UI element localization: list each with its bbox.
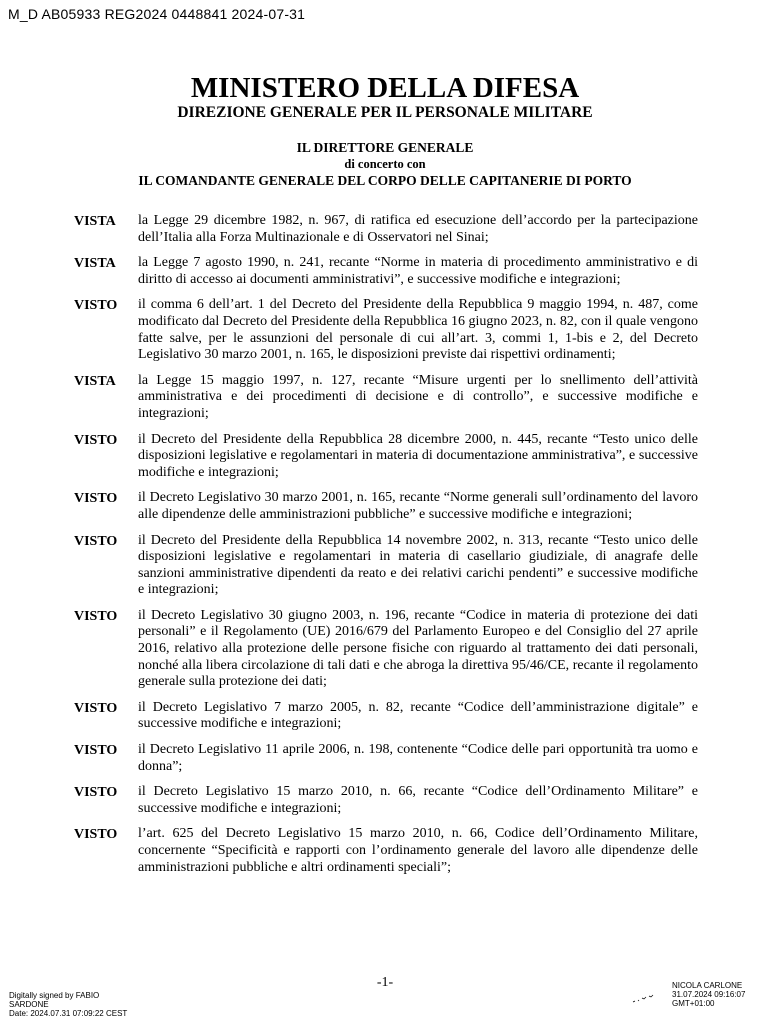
- page-number: -1-: [376, 975, 394, 990]
- director-title: IL DIRETTORE GENERALE: [296, 140, 474, 155]
- clause-item: [74, 700, 698, 733]
- clause-item: [74, 608, 698, 691]
- clause-text: l’art. 625 del Decreto Legislativo 15 marzo 2010, n. 66, Codice dell’Ordinamento Militare, concernente “Specificità e rapporti con l’ordinamento generale del lavoro alle dipendenze delle amministrazioni pubbliche e altri ordinamenti speciali”;: [138, 826, 698, 875]
- clause-item: [74, 432, 698, 482]
- signature-scribble-icon: [632, 994, 654, 1004]
- clause-text: la Legge 29 dicembre 1982, n. 967, di ratifica ed esecuzione dell’accordo per la partecipazione dell’Italia alla Forza Multinazionale e di Osservatori nel Sinai;: [138, 213, 698, 245]
- clause-item: [74, 490, 698, 523]
- clause-text: il Decreto del Presidente della Repubblica 28 dicembre 2000, n. 445, recante “Testo unico delle disposizioni legislative e regolamentari in materia di documentazione amministrativa”, e successive modifiche e integrazioni;: [138, 431, 698, 480]
- concert-line: di concerto con: [344, 157, 426, 171]
- ministry-title: MINISTERO DELLA DIFESA: [190, 72, 580, 104]
- digital-signature-left: [9, 991, 127, 1018]
- signature-line: NICOLA CARLONE: [672, 981, 743, 990]
- signature-line: SARDONE: [9, 1000, 49, 1009]
- clause-item: [74, 742, 698, 775]
- clause-label: VISTO: [74, 827, 118, 843]
- clauses-list: [74, 213, 698, 885]
- clause-item: [74, 784, 698, 817]
- clause-text: la Legge 15 maggio 1997, n. 127, recante “Misure urgenti per lo snellimento dell’attività amministrativa e dei procedimenti di decisione e di controllo”, e successive modifiche e integrazioni;: [138, 372, 698, 421]
- clause-label: VISTO: [74, 533, 118, 549]
- clause-text: il Decreto Legislativo 11 aprile 2006, n. 198, contenente “Codice delle pari opportunità tra uomo e donna”;: [138, 742, 698, 774]
- clause-label: VISTO: [74, 743, 118, 759]
- clause-item: [74, 213, 698, 246]
- clause-label: VISTO: [74, 785, 118, 801]
- clause-item: [74, 826, 698, 876]
- signature-line: 31.07.2024 09:16:07: [672, 990, 746, 999]
- clause-label: VISTA: [74, 373, 116, 389]
- clause-text: il comma 6 dell’art. 1 del Decreto del Presidente della Repubblica 9 maggio 1994, n. 487, come modificato dal Decreto del Presidente della Repubblica 16 giugno 2023, n. 82, con il quale vengono fatte salve, per le assunzioni del personale di cui all’art. 3, commi 1, 1-bis e 2, del Decreto Legislativo 30 marzo 2001, n. 165, le disposizioni previste dai rispettivi ordinamenti;: [138, 297, 698, 363]
- clause-text: il Decreto Legislativo 7 marzo 2005, n. 82, recante “Codice dell’amministrazione digitale” e successive modifiche e integrazioni;: [138, 699, 698, 732]
- clause-text: il Decreto Legislativo 30 marzo 2001, n. 165, recante “Norme generali sull’ordinamento del lavoro alle dipendenze delle amministrazioni pubbliche” e successive modifiche e integrazioni;: [138, 490, 698, 522]
- directorate-title: DIREZIONE GENERALE PER IL PERSONALE MILITARE: [177, 104, 593, 121]
- digital-signature-right: [672, 981, 745, 1008]
- clause-text: il Decreto Legislativo 30 giugno 2003, n. 196, recante “Codice in materia di protezione dei dati personali” e il Regolamento (UE) 2016/679 del Parlamento Europeo e del Consiglio del 27 aprile 2016, relativo alla protezione delle persone fisiche con riguardo al trattamento dei dati personali, nonché alla libera circolazione di tali dati e che abroga la direttiva 95/46/CE, recante il regolamento generale sulla protezione dei dati;: [138, 607, 698, 690]
- signature-line: Digitally signed by FABIO: [9, 991, 100, 1000]
- clause-label: VISTO: [74, 491, 118, 507]
- clause-label: VISTA: [74, 214, 116, 229]
- clause-label: VISTO: [74, 700, 118, 716]
- clause-label: VISTA: [74, 256, 116, 272]
- clause-label: VISTO: [74, 298, 118, 314]
- signature-line: GMT+01:00: [672, 999, 715, 1008]
- clause-label: VISTO: [74, 432, 118, 448]
- clause-label: VISTO: [74, 608, 118, 624]
- clause-text: il Decreto Legislativo 15 marzo 2010, n. 66, recante “Codice dell’Ordinamento Militare” e successive modifiche e integrazioni;: [138, 784, 698, 816]
- clause-item: [74, 533, 698, 599]
- clause-item: [74, 255, 698, 288]
- clause-item: [74, 297, 698, 363]
- signature-line: Date: 2024.07.31 07:09:22 CEST: [9, 1009, 128, 1018]
- commander-title: IL COMANDANTE GENERALE DEL CORPO DELLE CAPITANERIE DI PORTO: [138, 173, 632, 188]
- protocol-stamp: M_D AB05933 REG2024 0448841 2024-07-31: [8, 6, 306, 22]
- clause-text: la Legge 7 agosto 1990, n. 241, recante “Norme in materia di procedimento amministrativo e di diritto di accesso ai documenti amministrativi”, e successive modifiche e integrazioni;: [138, 255, 698, 287]
- clause-item: [74, 373, 698, 423]
- clause-text: il Decreto del Presidente della Repubblica 14 novembre 2002, n. 313, recante “Testo unico delle disposizioni legislative e regolamentari in materia di casellario giudiziale, di anagrafe delle sanzioni amministrative dipendenti da reato e dei relativi carichi pendenti” e successive modifiche e integrazioni;: [138, 532, 698, 598]
